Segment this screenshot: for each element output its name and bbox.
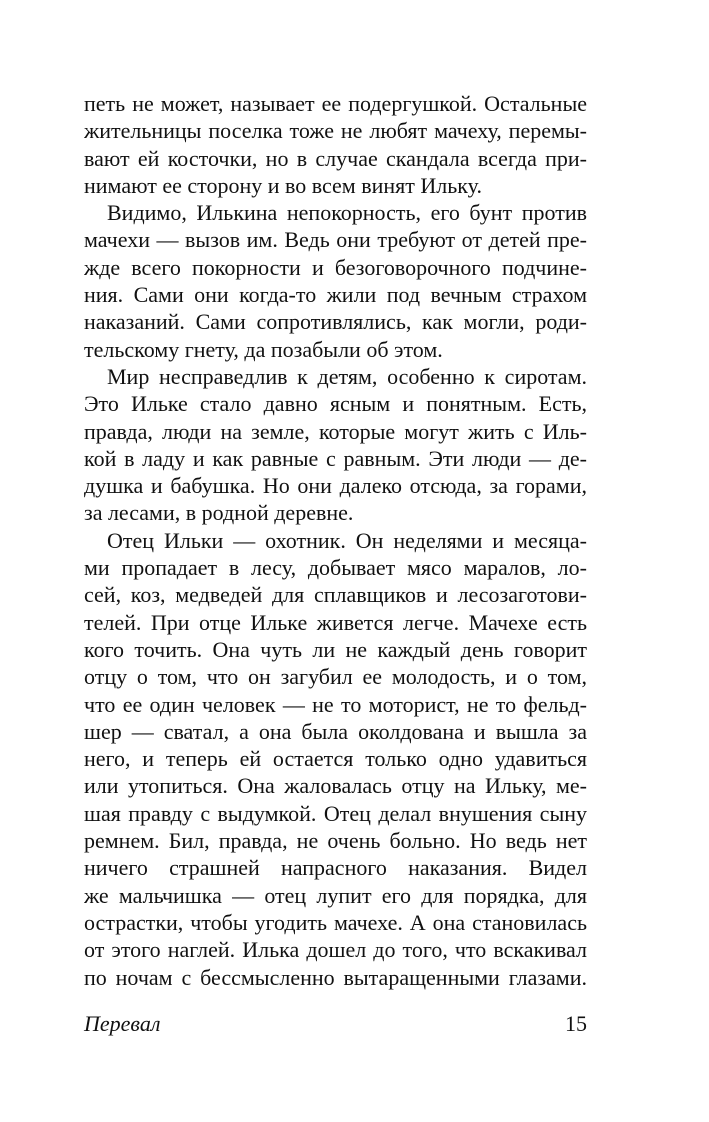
text-line: по ночам с бессмысленно вытаращенными глазами. bbox=[84, 964, 587, 990]
text-line: Это Ильке стало давно ясным и понятным. Есть, bbox=[84, 391, 587, 417]
text-line: острастки, чтобы угодить мачехе. А она становилась bbox=[84, 909, 587, 935]
text-line: наказаний. Сами сопротивлялись, как могли, роди- bbox=[84, 309, 587, 335]
text-line: кого точить. Она чуть ли не каждый день говорит bbox=[84, 636, 587, 662]
text-line: вают ей косточки, но в случае скандала всегда при- bbox=[84, 145, 587, 171]
text-line: ремнем. Бил, правда, не очень больно. Но ведь нет bbox=[84, 828, 587, 854]
text-line: Видимо, Илькина непокорность, его бунт против bbox=[107, 200, 587, 226]
text-line: ничего страшней напрасного наказания. Видел bbox=[84, 855, 587, 881]
text-line: правда, люди на земле, которые могут жить с Иль- bbox=[84, 418, 587, 444]
text-line: телей. При отце Ильке живется легче. Мачехе есть bbox=[84, 609, 587, 635]
text-line: тельскому гнету, да позабыли об этом. bbox=[84, 336, 443, 362]
text-line: жительницы поселка тоже не любят мачеху, перемы- bbox=[84, 118, 587, 144]
text-line: что ее один человек — не то моторист, не то фельд- bbox=[84, 691, 587, 717]
text-line: же мальчишка — отец лупит его для порядка, для bbox=[84, 882, 587, 908]
text-line: сей, коз, медведей для сплавщиков и лесозаготови- bbox=[84, 582, 587, 608]
paragraph-3 bbox=[84, 363, 587, 527]
text-line: Отец Ильки — охотник. Он неделями и месяца- bbox=[107, 527, 587, 553]
text-line: мачехи — вызов им. Ведь они требуют от детей пре- bbox=[84, 227, 587, 253]
text-line: за лесами, в родной деревне. bbox=[84, 500, 354, 526]
running-title: Перевал bbox=[84, 1011, 161, 1036]
text-line: жде всего покорности и безоговорочного подчине- bbox=[84, 254, 587, 280]
text-line: шер — сватал, а она была околдована и вышла за bbox=[84, 718, 587, 744]
text-line: кой в ладу и как равные с равным. Эти люди — де- bbox=[84, 445, 587, 471]
text-line: от этого наглей. Илька дошел до того, что вскакивал bbox=[84, 937, 587, 963]
paragraph-4 bbox=[84, 527, 587, 991]
text-line: нимают ее сторону и во всем винят Ильку. bbox=[84, 172, 482, 198]
text-line: шая правду с выдумкой. Отец делал внушения сыну bbox=[84, 800, 587, 826]
text-line: ми пропадает в лесу, добывает мясо маралов, ло- bbox=[84, 555, 587, 581]
text-line: петь не может, называет ее подергушкой. Остальные bbox=[84, 91, 587, 116]
text-line: отцу о том, что он загубил ее молодость, и о том, bbox=[84, 664, 587, 690]
page-number: 15 bbox=[565, 1011, 587, 1036]
page-body bbox=[84, 90, 587, 991]
text-line: него, и теперь ей остается только одно удавиться bbox=[84, 746, 587, 772]
text-line: или утопиться. Она жаловалась отцу на Ильку, ме- bbox=[84, 773, 587, 799]
text-line: душка и бабушка. Но они далеко отсюда, за горами, bbox=[84, 473, 587, 499]
text-line: ния. Сами они когда-то жили под вечным страхом bbox=[84, 282, 587, 308]
paragraph-2 bbox=[84, 199, 587, 363]
text-line: Мир несправедлив к детям, особенно к сиротам. bbox=[107, 363, 587, 389]
page-footer bbox=[84, 1009, 587, 1039]
paragraph-1 bbox=[84, 90, 587, 199]
